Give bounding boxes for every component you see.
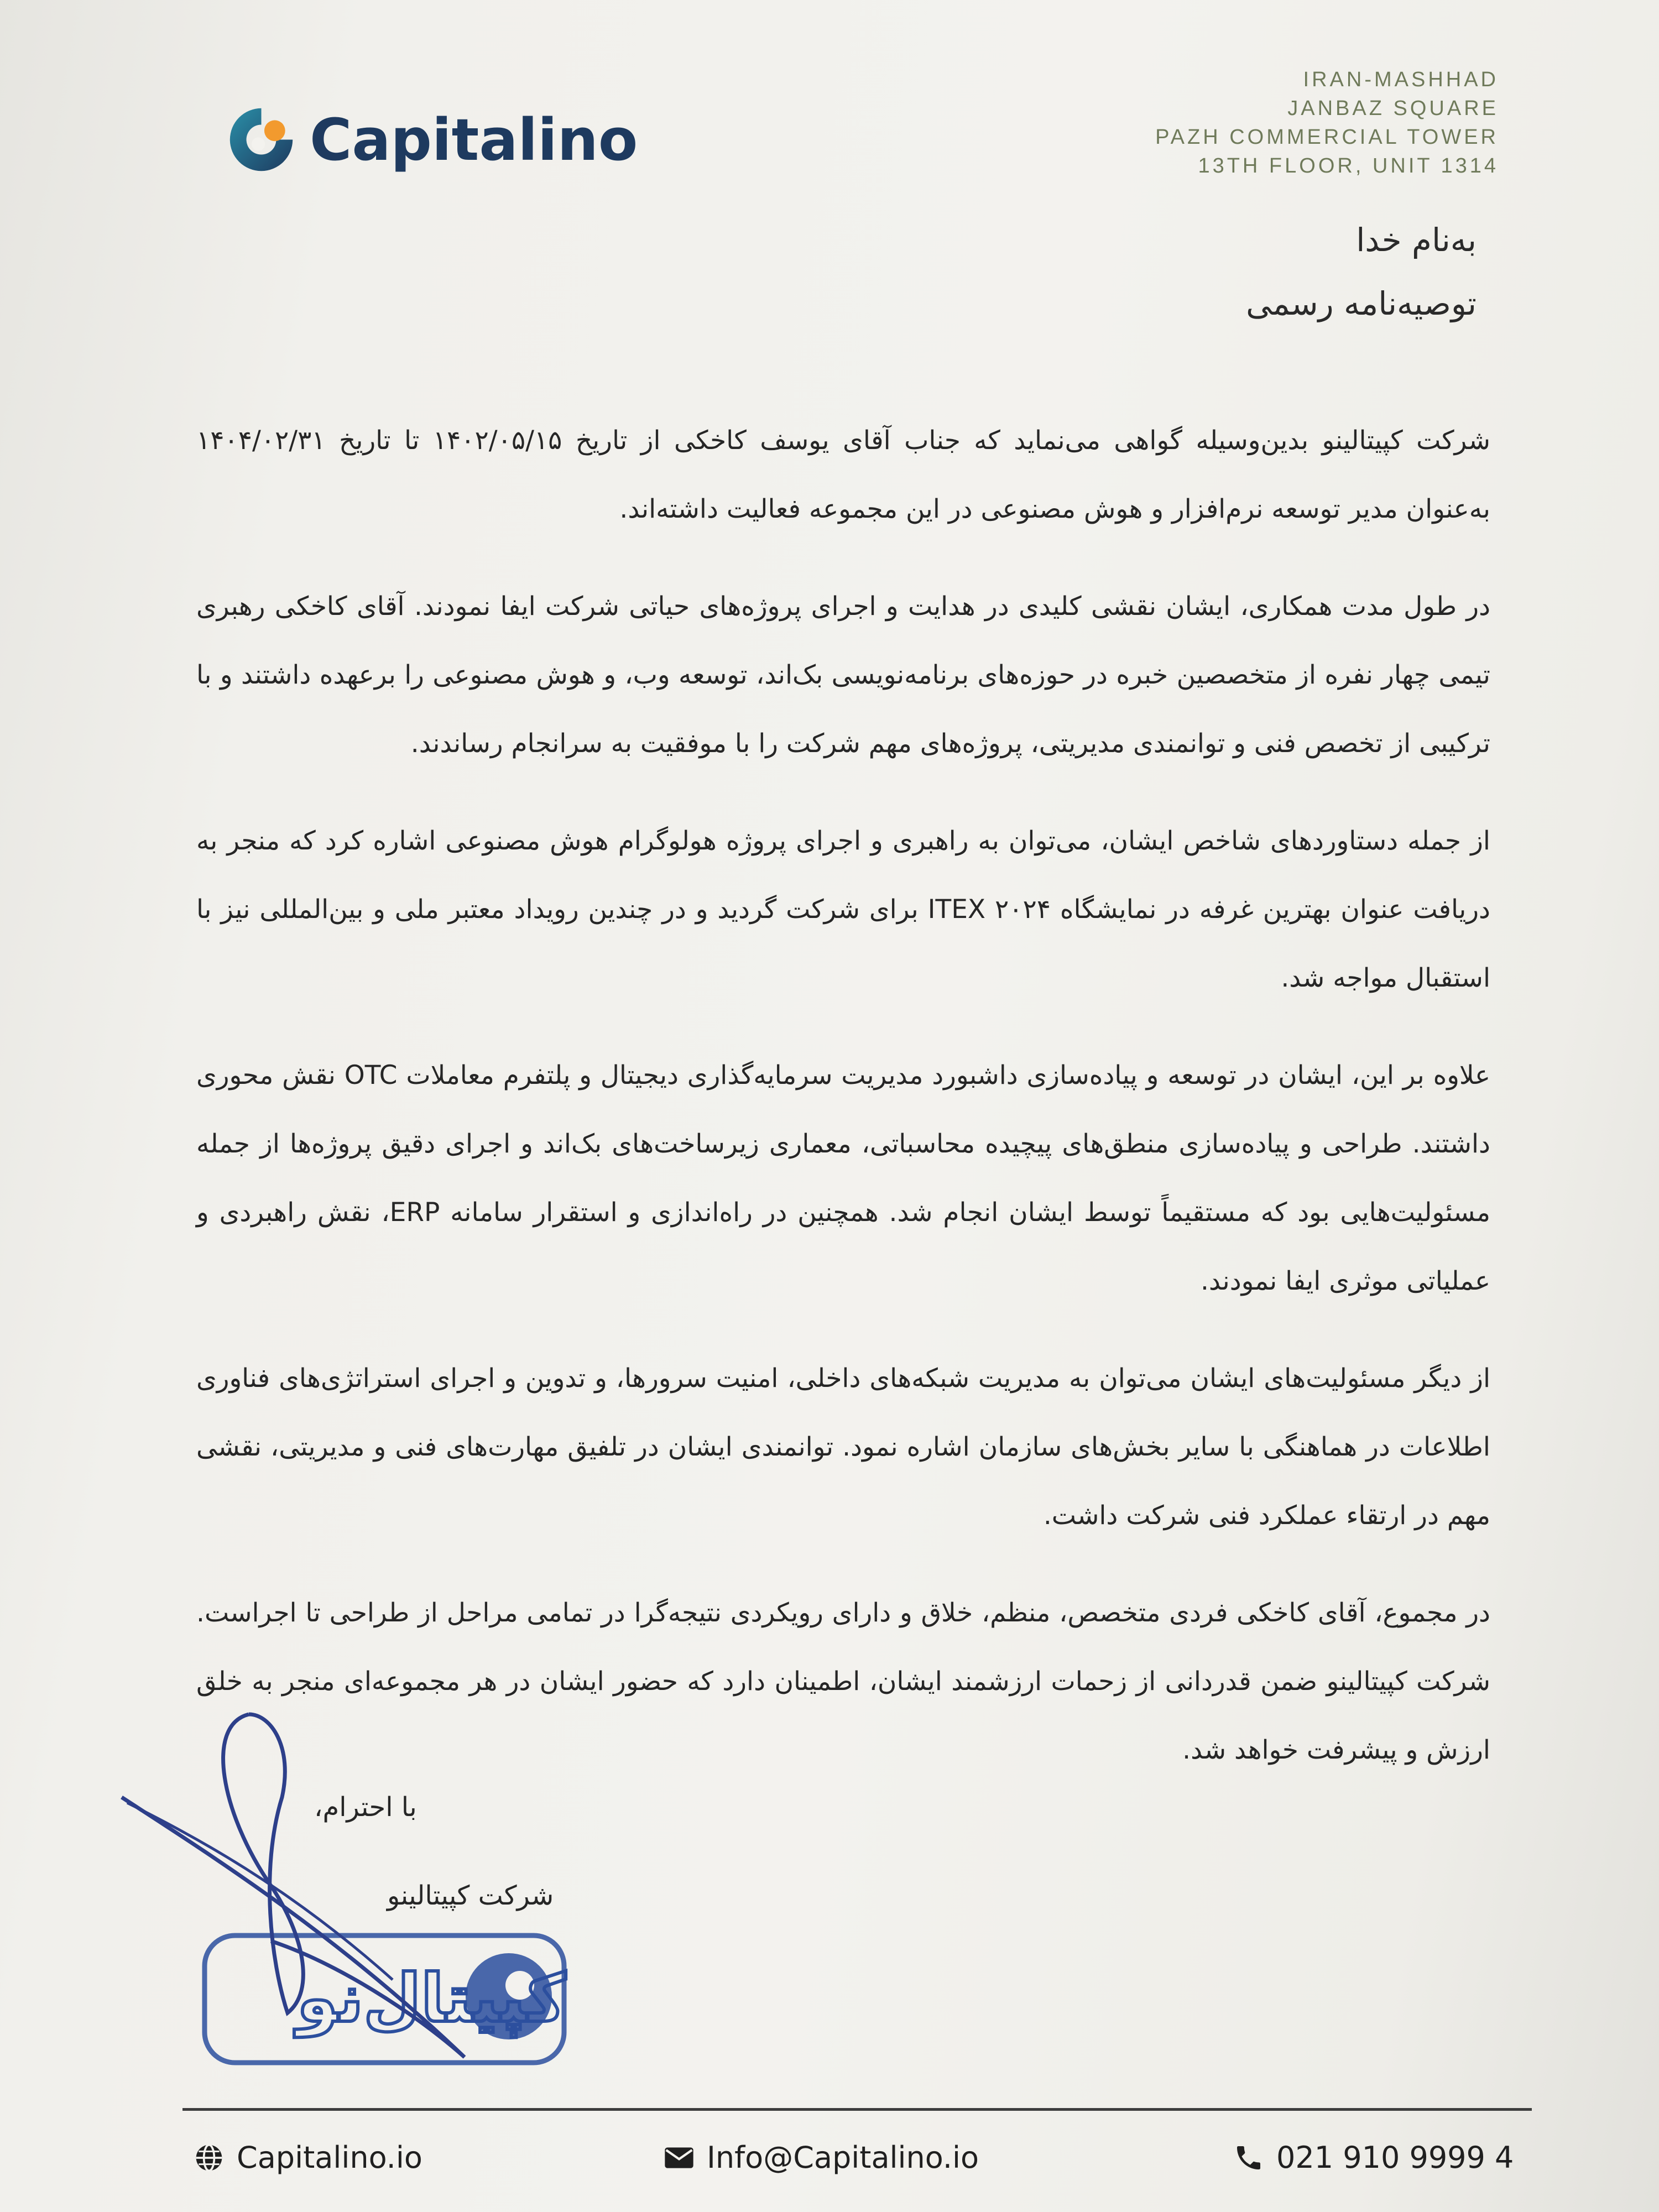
stamp-text: کپیتال‌نو bbox=[296, 1960, 566, 2037]
signatory-name: شرکت کپیتالینو bbox=[387, 1880, 554, 1911]
paragraph: شرکت کپیتالینو بدین‌وسیله گواهی می‌نماید که جناب آقای یوسف کاخکی از تاریخ ۱۴۰۲/۰۵/۱۵ تا تاریخ ۱۴۰۴/۰۲/۳۱ به‌عنوان مدیر توسعه نرم‌افزار و هوش مصنوعی در این مجموعه فعالیت داشته‌اند. bbox=[196, 425, 1490, 524]
address-line: 13TH FLOOR, UNIT 1314 bbox=[1198, 154, 1499, 178]
closing-phrase: با احترام، bbox=[314, 1792, 417, 1823]
address-line: IRAN-MASHHAD bbox=[1303, 68, 1499, 91]
phone-icon bbox=[1233, 2142, 1264, 2173]
salutation: به‌نام خدا bbox=[1356, 221, 1477, 259]
website-text: Capitalino.io bbox=[237, 2140, 422, 2175]
footer-divider bbox=[182, 2108, 1532, 2111]
address-line: PAZH COMMERCIAL TOWER bbox=[1155, 126, 1499, 149]
company-address bbox=[1155, 65, 1499, 180]
globe-icon bbox=[194, 2142, 225, 2173]
envelope-icon bbox=[664, 2142, 695, 2173]
paragraph: علاوه بر این، ایشان در توسعه و پیاده‌سازی داشبورد مدیریت سرمایه‌گذاری دیجیتال و پلتفرم معاملات OTC نقش محوری داشتند. طراحی و پیاده‌سازی منطق‌های پیچیده محاسباتی، معماری زیرساخت‌های بک‌اند و اجرای دقیق پروژه‌ها از جمله مسئولیت‌هایی بود که مستقیماً توسط ایشان انجام شد. همچنین در راه‌اندازی و استقرار سامانه ERP، نقش راهبردی و عملیاتی موثری ایفا نمودند. bbox=[196, 1060, 1491, 1296]
address-line: JANBAZ SQUARE bbox=[1287, 97, 1499, 120]
company-stamp-and-signature bbox=[105, 1703, 603, 2090]
footer-phone[interactable] bbox=[1233, 2140, 1514, 2175]
phone-text: 021 910 9999 4 bbox=[1276, 2140, 1514, 2175]
footer-email[interactable] bbox=[664, 2140, 979, 2175]
footer-website[interactable] bbox=[194, 2140, 422, 2175]
company-logo bbox=[224, 102, 638, 177]
capitalino-logo-icon bbox=[224, 102, 299, 177]
paragraph: از جمله دستاوردهای شاخص ایشان، می‌توان به راهبری و اجرای پروژه هولوگرام هوش مصنوعی اشاره کرد که منجر به دریافت عنوان بهترین غرفه در نمایشگاه ITEX ۲۰۲۴ برای شرکت گردید و در چندین رویداد معتبر ملی و بین‌المللی نیز با استقبال مواجه شد. bbox=[196, 826, 1490, 993]
logo-wordmark: Capitalino bbox=[310, 106, 638, 174]
letter-body bbox=[196, 406, 1490, 1813]
email-text: Info@Capitalino.io bbox=[707, 2140, 979, 2175]
paragraph: در طول مدت همکاری، ایشان نقشی کلیدی در هدایت و اجرای پروژه‌های حیاتی شرکت ایفا نمودند. آقای کاخکی رهبری تیمی چهار نفره از متخصصین خبره در حوزه‌های برنامه‌نویسی بک‌اند، توسعه وب، و هوش مصنوعی را برعهده داشتند و با ترکیبی از تخصص فنی و توانمندی مدیریتی، پروژه‌های مهم شرکت را با موفقیت به سرانجام رساندند. bbox=[196, 591, 1490, 759]
paragraph: در مجموع، آقای کاخکی فردی متخصص، منظم، خلاق و دارای رویکردی نتیجه‌گرا در تمامی مراحل از طراحی تا اجراست. شرکت کپیتالینو ضمن قدردانی از زحمات ارزشمند ایشان، اطمینان دارد که حضور ایشان در هر مجموعه‌ای منجر به خلق ارزش و پیشرفت خواهد شد. bbox=[196, 1598, 1490, 1765]
paragraph: از دیگر مسئولیت‌های ایشان می‌توان به مدیریت شبکه‌های داخلی، امنیت سرورها، و تدوین و اجرای استراتژی‌های فناوری اطلاعات در هماهنگی با سایر بخش‌های سازمان اشاره نمود. توانمندی ایشان در تلفیق مهارت‌های فنی و مدیریتی، نقشی مهم در ارتقاء عملکرد فنی شرکت داشت. bbox=[196, 1363, 1490, 1531]
letter-title: توصیه‌نامه رسمی bbox=[1246, 285, 1477, 322]
